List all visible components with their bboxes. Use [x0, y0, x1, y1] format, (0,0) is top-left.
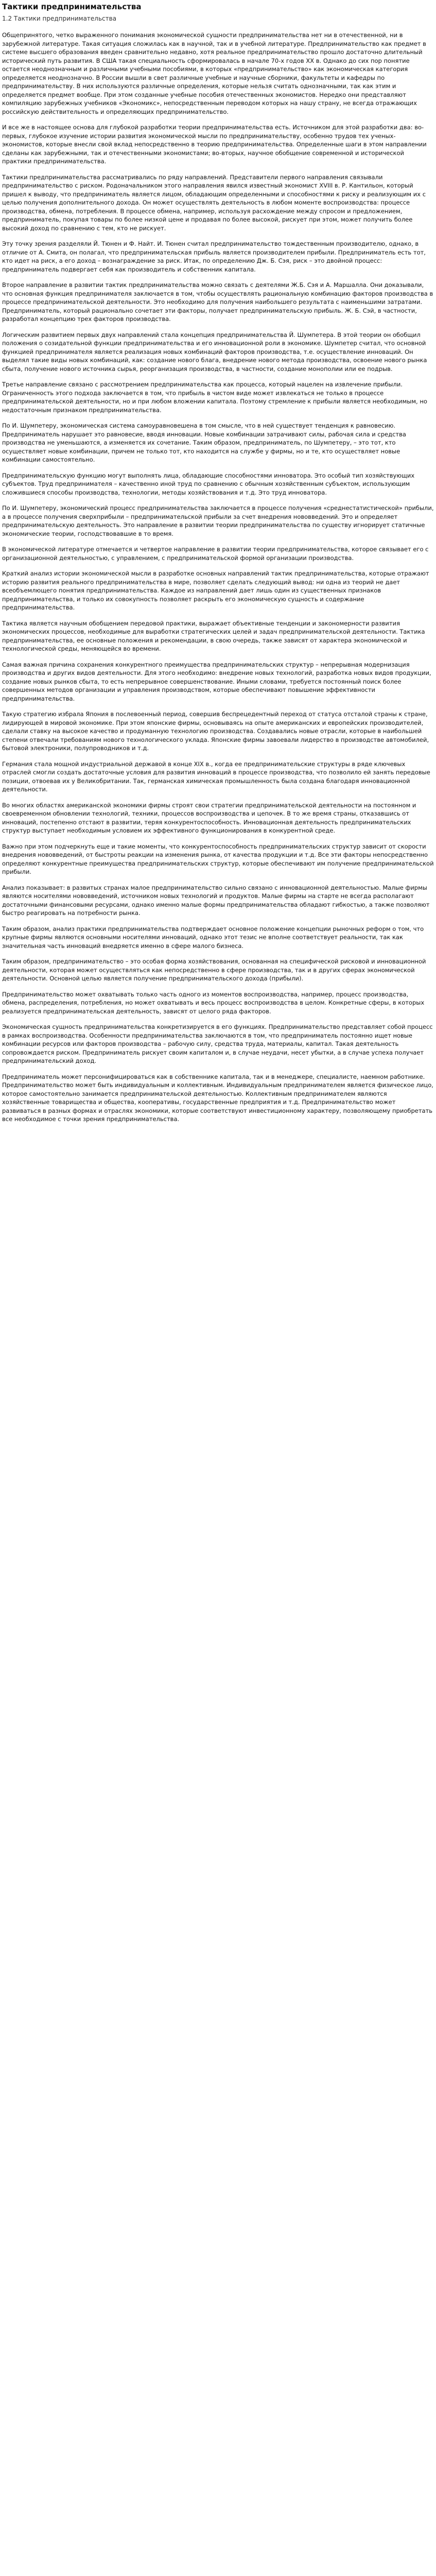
- paragraph: В экономической литературе отмечается и четвертое направление в развитии теории предпринимательства, которое связывает его с организационной деятельностью, с управлением, с предпринимательской формой организации производства.: [2, 546, 429, 562]
- paragraph: Во многих областях американской экономики фирмы строят свои стратегии предпринимательской деятельности на постоянном и своевременном обновлении технологий, техники, процессов воспроизводства и цепочек. В то же время страны, отказавшись от инноваций, постепенно отстают в развитии, теряя конкурентоспособность. Инновационная деятельность предпринимательских структур выступает необходимым условием их эффективного функционирования в конкурентной среде.: [2, 801, 416, 834]
- paragraph: Таким образом, предпринимательство – это особая форма хозяйствования, основанная на специфической рисковой и инновационной деятельности, которая может осуществляться как непосредственно в сфере производства, так и в других сферах экономической деятельности. Основной целью является получение предпринимательского дохода (прибыли).: [2, 958, 426, 982]
- article-body: [2, 31, 434, 1124]
- paragraph: Логическим развитием первых двух направлений стала концепция предпринимательства Й. Шумпетера. В этой теории он обобщил положения о созидательной функции предпринимательства и его инновационной роли в экономике. Шумпетер считал, что основной функцией предпринимателя является реализация новых комбинаций факторов производства, т.е. осуществление инноваций. Он выделял такие виды новых комбинаций, как: создание нового блага, внедрение нового метода производства, освоение нового рынка сбыта, получение нового источника сырья, реорганизация производства, в частности, создание монополии или ее подрыв.: [2, 331, 427, 372]
- paragraph: Самая важная причина сохранения конкурентного преимущества предпринимательских структур – непрерывная модернизация производства и других видов деятельности. Для этого необходимо: внедрение новых технологий, разработка новых видов продукции, создание новых рынков сбыта, то есть непрерывное совершенствование. Иными словами, требуется постоянный поиск более совершенных методов организации и управления производством, которые обеспечивают повышение эффективности предпринимательства.: [2, 660, 431, 702]
- paragraph: Предприниматель может персонифицироваться как в собственнике капитала, так и в менеджере, специалисте, наемном работнике. Предпринимательство может быть индивидуальным и коллективным. Индивидуальным предпринимателем является физическое лицо, которое самостоятельно занимается предпринимательской деятельностью. Коллективным предпринимателем являются хозяйственные товарищества и общества, кооперативы, государственные предприятия и т.д. Предпринимательство может развиваться в разных формах и отраслях экономики, которые соответствуют инвестиционному характеру, позволяющему приобретать все необходимое с точки зрения предпринимательства.: [2, 1073, 433, 1123]
- paragraph: Такую стратегию избрала Япония в послевоенный период, совершив беспрецедентный переход от статуса отсталой страны к стране, лидирующей в мировой экономике. При этом японские фирмы, основываясь на опыте американских и европейских производителей, сделали ставку на высокое качество и продуманную технологию производства. Создавались новые отрасли, которые в наибольшей степени отвечали требованиям нового технологического уклада. Японские фирмы завоевали лидерство в производстве автомобилей, бытовой электроники, полупроводников и т.д.: [2, 710, 429, 752]
- page-title: Тактики предпринимательства: [2, 2, 142, 11]
- paragraph: Экономическая сущность предпринимательства конкретизируется в его функциях. Предпринимательство представляет собой процесс в рамках воспроизводства. Особенности предпринимательства заключаются в том, что предприниматель постоянно ищет новые комбинации ресурсов или факторов производства – рабочую силу, средства труда, материалы, капитал. Такая деятельность сопровождается риском. Предприниматель рискует своим капиталом и, в случае неудачи, несет убытки, а в случае успеха получает предпринимательский доход.: [2, 1023, 433, 1064]
- paragraph: Предпринимательскую функцию могут выполнять лица, обладающие способностями инноватора. Это особый тип хозяйствующих субъектов. Труд предпринимателя – качественно иной труд по сравнению с обычным хозяйственным субъектом, использующим сложившиеся способы производства, технологии, методы хозяйствования и т.д. Это труд инноватора.: [2, 471, 415, 496]
- paragraph: Предпринимательство может охватывать только часть одного из моментов воспроизводства, например, процесс производства, обмена, распределения, потребления, но может охватывать и весь процесс воспроизводства в целом. Конкретные сферы, в которых реализуется предпринимательская деятельность, зависят от целого ряда факторов.: [2, 990, 425, 1015]
- paragraph: Краткий анализ истории экономической мысли в разработке основных направлений тактик предпринимательства, которые отражают историю развития реального предпринимательства в мире, позволяет сделать следующий вывод: ни одна из теорий не дает всеобъемлющего понятия предпринимательства. Каждое из направлений дает лишь один из существенных признаков предпринимательства, и только их совокупность позволяет раскрыть его экономическую сущность и содержание предпринимательства.: [2, 570, 429, 611]
- document-page: [0, 0, 436, 1136]
- paragraph: Таким образом, анализ практики предпринимательства подтверждает основное положение концепции рыночных реформ о том, что крупные фирмы являются основными носителями инноваций, однако этот тезис не вполне соответствует реальности, так как значительная часть инноваций внедряется именно в сфере малого бизнеса.: [2, 925, 424, 950]
- paragraph: Общепринятого, четко выраженного понимания экономической сущности предпринимательства нет ни в отечественной, ни в зарубежной литературе. Такая ситуация сложилась как в научной, так и в учебной литературе. Предпринимательство как предмет в системе высшего образования введен сравнительно недавно, хотя реальное предпринимательство прошло достаточно длительный исторический путь развития. В США такая специальность сформировалась в начале 70-х годов XX в. Однако до сих пор понятие остается неоднозначным и различными учебными пособиями, в которых «предпринимательство» как экономическая категория определяется неоднозначно. В России вышли в свет различные учебные и научные сборники, факультеты и кафедры по предпринимательству. В них используются различные определения, которые нельзя считать однозначными, так как этим и определяется предмет вообще. При этом созданные учебные пособия отечественных экономистов. Нередко они представляют компиляцию зарубежных учебников «Экономикс», непосредственным переводом которых на нашу страну, не всегда отражающих российскую действительность и определяющих предпринимательство.: [2, 31, 426, 115]
- paragraph: Второе направление в развитии тактик предпринимательства можно связать с деятелями Ж.Б. Сэя и А. Маршалла. Они доказывали, что основная функция предпринимателя заключается в том, чтобы осуществлять рациональную комбинацию факторов производства в процессе предпринимательской деятельности. Это необходимо для получения наибольшего результата с наименьшими затратами. Предприниматель, который рационально сочетает эти факторы, получает предпринимательскую прибыль. Ж. Б. Сэй, в частности, разработал концепцию трех факторов производства.: [2, 281, 433, 323]
- paragraph: Анализ показывает: в развитых странах малое предпринимательство сильно связано с инновационной деятельностью. Малые фирмы являются носителями нововведений, источником новых технологий и продуктов. Малые фирмы на старте не всегда располагают достаточными финансовыми ресурсами, однако именно малые формы предпринимательства обладают гибкостью, а также позволяют быстро реагировать на потребности рынка.: [2, 884, 430, 917]
- paragraph: Важно при этом подчеркнуть еще и такие моменты, что конкурентоспособность предпринимательских структур зависит от скорости внедрения нововведений, от быстроты реакции на изменения рынка, от качества продукции и т.д. Все эти факторы непосредственно определяют конкурентные преимущества предпринимательских структур, которые обеспечивают им получение предпринимательской прибыли.: [2, 842, 434, 875]
- paragraph: Третье направление связано с рассмотрением предпринимательства как процесса, который нацелен на извлечение прибыли. Ограниченность этого подхода заключается в том, что прибыль в чистом виде может извлекаться не только в процессе предпринимательской деятельности, но и при любом вложении капитала. Поэтому стремление к прибыли является необходимым, но недостаточным признаком предпринимательства.: [2, 381, 427, 414]
- paragraph: Эту точку зрения разделяли Й. Тюнен и Ф. Найт. И. Тюнен считал предпринимательство тождественным производителю, однако, в отличие от А. Смита, он полагал, что предпринимательская прибыль является производителем прибыли. Предприниматель есть тот, кто идет на риск, а его доход – вознаграждение за риск. Итак, по определению Дж. Б. Сэя, риск – это двойной процесс: предприниматель подвергает себя как производитель и собственник капитала.: [2, 240, 426, 273]
- paragraph: Тактика является научным обобщением передовой практики, выражает объективные тенденции и закономерности развития экономических процессов, необходимые для выработки стратегических целей и задач предпринимательской деятельности. Тактика предпринимательства, ее основные положения и рекомендации, в свою очередь, также зависят от характера экономической и технологической среды, меняющейся во времени.: [2, 619, 425, 652]
- paragraph: По И. Шумпетеру, экономическая система самоуравновешена в том смысле, что в ней существует тенденция к равновесию. Предприниматель нарушает это равновесие, вводя инновации. Новые комбинации затрачивают силы, рабочая сила и средства производства не уменьшаются, а изменяется их сочетание. Таким образом, предприниматель, по Шумпетеру, – это тот, кто осуществляет новые комбинации, причем не только тот, кто находится на службе у фирмы, но и те, кто осуществляет новые комбинации самостоятельно.: [2, 422, 406, 463]
- paragraph: По И. Шумпетеру, экономический процесс предпринимательства заключается в процессе получения «среднестатистической» прибыли, а в процессе получения сверхприбыли – предпринимательской прибыли за счет внедрения нововведений. Это и определяет предпринимательскую деятельность. Это направление в развитии теории предпринимательства по существу игнорирует статичные экономические теории, господствовавшие в то время.: [2, 504, 434, 537]
- section-subtitle: 1.2 Тактики предпринимательства: [2, 15, 117, 22]
- paragraph: Германия стала мощной индустриальной державой в конце XIX в., когда ее предпринимательские структуры в ряде ключевых отраслей смогли создать достаточные условия для развития инноваций в процессе производства, что позволило ей занять передовые позиции, отвоевав их у Великобритании. Так, германская химическая промышленность была создана благодаря инновационной деятельности.: [2, 760, 430, 793]
- paragraph: Тактики предпринимательства рассматривались по ряду направлений. Представители первого направления связывали предпринимательство с риском. Родоначальником этого направления явился известный экономист XVIII в. Р. Кантильон, который пришел к выводу, что предприниматель является лицом, обладающим определенными и способностями к риску и реализующим их с целью получения дополнительного дохода. Он может осуществлять деятельность в любом моменте воспроизводства: процессе производства, обмена, потребления. В процессе обмена, например, используя расхождение между спросом и предложением, предприниматель, покупая товары по более низкой цене и продавая по более высокой, рискует при этом, может получить более высокий доход по сравнению с тем, кто не рискует.: [2, 173, 426, 232]
- paragraph: И все же в настоящее основа для глубокой разработки теории предпринимательства есть. Источником для этой разработки два: во-первых, глубокое изучение истории развития экономической мысли по предпринимательству, особенно трудов тех ученых-экономистов, которые внесли свой вклад непосредственно в теорию предпринимательства. Определенные шаги в этом направлении сделаны как зарубежными, так и отечественными экономистами; во-вторых, научное обобщение современной и исторической практики предпринимательства.: [2, 124, 427, 165]
